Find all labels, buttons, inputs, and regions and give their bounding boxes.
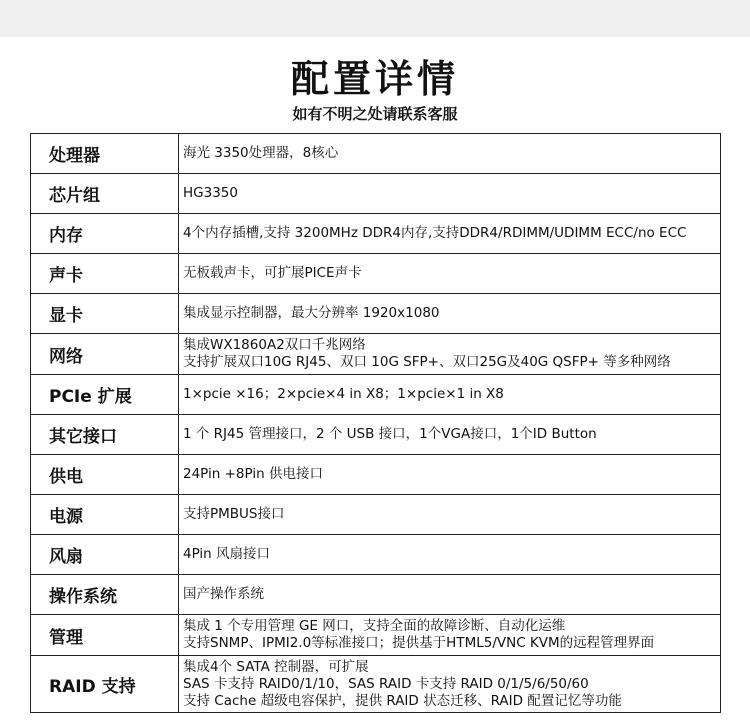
- spec-row: [31, 294, 721, 334]
- spec-value: [179, 294, 721, 334]
- spec-key: RAID 支持: [31, 656, 179, 713]
- spec-value-line: 集成 1 个专用管理 GE 网口，支持全面的故障诊断、自动化运维: [183, 618, 566, 634]
- spec-value: [179, 334, 721, 375]
- spec-value: [179, 174, 721, 214]
- spec-value-line: HG3350: [183, 185, 238, 201]
- page-subtitle: 如有不明之处请联系客服: [292, 105, 458, 123]
- spec-value-line: 集成4个 SATA 控制器，可扩展: [183, 658, 369, 675]
- spec-value: [179, 615, 721, 656]
- spec-key: 操作系统: [31, 575, 179, 615]
- spec-key: 内存: [31, 214, 179, 254]
- spec-value-line: 4个内存插槽,支持 3200MHz DDR4内存,支持DDR4/RDIMM/UDIMM ECC/no ECC: [183, 225, 687, 241]
- spec-value-line: 1×pcie ×16；2×pcie×4 in X8；1×pcie×1 in X8: [183, 386, 504, 402]
- spec-value-line: 集成显示控制器，最大分辨率 1920x1080: [183, 305, 440, 321]
- spec-value-line: 1 个 RJ45 管理接口，2 个 USB 接口，1个VGA接口，1个ID Button: [183, 426, 597, 442]
- spec-row: [31, 495, 721, 535]
- spec-row: [31, 656, 721, 713]
- spec-key: 处理器: [31, 134, 179, 174]
- spec-value-line: 支持PMBUS接口: [183, 506, 285, 522]
- spec-row: [31, 334, 721, 375]
- page-title: 配置详情: [290, 57, 459, 101]
- spec-value-line: 支持扩展双口10G RJ45、双口 10G SFP+、双口25G及40G QSFP+ 等多种网络: [183, 354, 671, 370]
- spec-value-line: 集成WX1860A2双口千兆网络: [183, 337, 366, 353]
- spec-value: [179, 214, 721, 254]
- spec-key: 显卡: [31, 294, 179, 334]
- spec-key: 其它接口: [31, 415, 179, 455]
- spec-value: [179, 254, 721, 294]
- spec-value: [179, 455, 721, 495]
- spec-row: [31, 415, 721, 455]
- spec-value-line: SAS 卡支持 RAID0/1/10，SAS RAID 卡支持 RAID 0/1/5/6/50/60: [183, 675, 589, 692]
- spec-key: 风扇: [31, 535, 179, 575]
- spec-value-line: 支持 Cache 超级电容保护，提供 RAID 状态迁移、RAID 配置记忆等功能: [183, 692, 622, 709]
- spec-key: 供电: [31, 455, 179, 495]
- spec-row: [31, 134, 721, 174]
- spec-row: [31, 535, 721, 575]
- spec-key: 电源: [31, 495, 179, 535]
- spec-value: [179, 535, 721, 575]
- spec-row: [31, 254, 721, 294]
- spec-key: 管理: [31, 615, 179, 656]
- spec-row: [31, 575, 721, 615]
- spec-row: [31, 615, 721, 656]
- spec-key: 芯片组: [31, 174, 179, 214]
- top-band: [0, 0, 750, 37]
- spec-value-line: 国产操作系统: [183, 586, 264, 602]
- spec-row: [31, 214, 721, 254]
- spec-key: 网络: [31, 334, 179, 375]
- spec-value: [179, 375, 721, 415]
- spec-value-line: 海光 3350处理器，8核心: [183, 145, 339, 161]
- spec-value: [179, 656, 721, 713]
- spec-value-line: 无板载声卡，可扩展PICE声卡: [183, 265, 362, 281]
- spec-value: [179, 495, 721, 535]
- spec-value: [179, 575, 721, 615]
- spec-key: 声卡: [31, 254, 179, 294]
- spec-key: PCIe 扩展: [31, 375, 179, 415]
- spec-value-line: 24Pin +8Pin 供电接口: [183, 466, 323, 482]
- spec-value: [179, 134, 721, 174]
- spec-value-line: 支持SNMP、IPMI2.0等标准接口；提供基于HTML5/VNC KVM的远程管理界面: [183, 635, 655, 651]
- spec-value-line: 4Pin 风扇接口: [183, 546, 271, 562]
- spec-row: [31, 375, 721, 415]
- spec-row: [31, 455, 721, 495]
- spec-value: [179, 415, 721, 455]
- spec-table: [30, 133, 721, 713]
- spec-row: [31, 174, 721, 214]
